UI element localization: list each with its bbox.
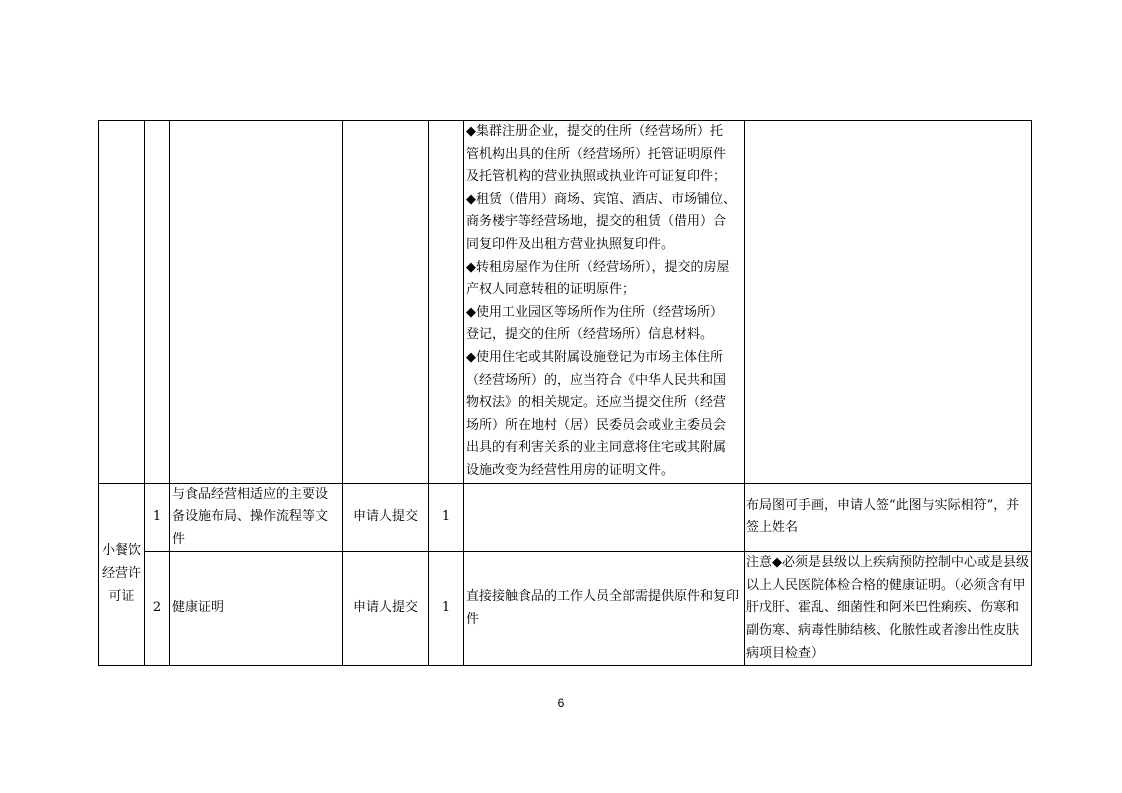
material-note: 注意◆必须是县级以上疾病预防控制中心或是县级以上人民医院体检合格的健康证明。（必须含有甲肝戊肝、霍乱、细菌性和阿米巴性痢疾、伤寒和副伤寒、病毒性肺结核、化脓性或者渗出性皮肤病项目检查） [745,552,1032,666]
material-name: 健康证明 [170,552,343,666]
material-requirement [464,483,745,552]
requirement-line: 场所）所在地村（居）民委员会或业主委员会 [466,417,727,433]
cell-note-empty [745,121,1032,484]
requirement-line: 同复印件及出租方营业执照复印件。 [466,236,675,252]
material-requirement: 直接接触食品的工作人员全部需提供原件和复印件 [464,552,745,666]
requirement-line: 及托管机构的营业执照或执业许可证复印件； [466,169,727,185]
material-name: 与食品经营相适应的主要设备设施布局、操作流程等文件 [170,483,343,552]
table-row-continued [99,121,1032,484]
requirement-line: ◆租赁（借用）商场、宾馆、酒店、市场铺位、 [466,191,736,207]
cell-type-empty [99,121,145,484]
table-row [99,483,1032,552]
requirement-line: 商务楼宇等经营场地，提交的租赁（借用）合 [466,214,727,230]
requirement-line: ◆使用住宅或其附属设施登记为市场主体住所 [466,349,723,365]
copy-count: 1 [429,483,464,552]
requirement-line: 物权法》的相关规定。还应当提交住所（经营 [466,395,727,411]
cell-provider-empty [343,121,429,484]
row-number: 1 [145,483,170,552]
requirement-line: 产权人同意转租的证明原件； [466,282,636,298]
requirement-line: （经营场所）的，应当符合《中华人民共和国 [466,372,727,388]
row-number: 2 [145,552,170,666]
requirement-line: ◆集群注册企业，提交的住所（经营场所）托 [466,124,723,139]
material-note: 布局图可手画，申请人签“此图与实际相符”，并签上姓名 [745,483,1032,552]
requirement-line: 设施改变为经营性用房的证明文件。 [466,462,675,478]
table-row [99,552,1032,666]
cell-count-empty [429,121,464,484]
requirement-line: ◆转租房屋作为住所（经营场所），提交的房屋 [466,259,730,275]
requirement-line: 登记，提交的住所（经营场所）信息材料。 [466,327,714,343]
page-number: 6 [557,696,565,710]
requirements-table [98,120,1032,666]
material-provider: 申请人提交 [343,483,429,552]
requirement-line: 出具的有利害关系的业主同意将住宅或其附属 [466,440,727,456]
cell-name-empty [170,121,343,484]
license-type-cell: 小餐饮经营许可证 [99,483,145,666]
cell-num-empty [145,121,170,484]
requirement-line: 管机构出具的住所（经营场所）托管证明原件 [466,146,727,162]
material-provider: 申请人提交 [343,552,429,666]
copy-count: 1 [429,552,464,666]
requirement-line: ◆使用工业园区等场所作为住所（经营场所） [466,304,723,320]
cell-requirements [464,121,745,484]
